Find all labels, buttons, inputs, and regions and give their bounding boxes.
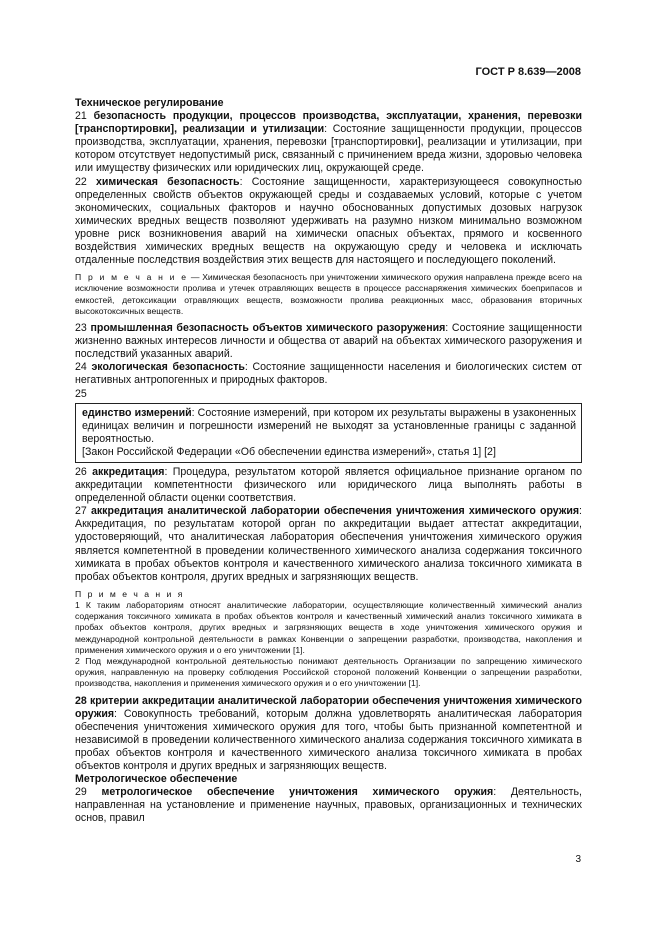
term-definition: : Совокупность требований, которым должна удовлетворять аналитическая лаборатория обеспечения уничтожения химического оружия для того, чтобы быть признанной компетентной и независимой в проведении количественного химического анализа содержания токсичного химиката в пробах объектов контроля и качественного химического анализа токсичного химиката в пробах объектов контроля и других вредных и загрязняющих веществ. [75, 707, 582, 773]
term-entry-23 [75, 322, 582, 361]
term-definition: : Состояние защищенности, характеризующееся совокупностью определенных свойств объектов окружающей среды и создаваемых условий, которые с учетом экономических, социальных факторов и научно обоснованных допустимых дозовых нагрузок химических вредных веществ позволяют удерживать на разумно низком минимально возможном уровне риск возникновения аварий на химически опасных объектах, прямого и косвенного воздействия химических вредных веществ на окружающую среду и человека и исключать отдаленные последствия воздействия этих веществ для настоящего и последующего поколений. [75, 175, 582, 267]
term-entry-21 [75, 110, 582, 175]
term-entry-26 [75, 466, 582, 505]
note-label: П р и м е ч а н и е [75, 272, 189, 283]
term-entry-28 [75, 695, 582, 774]
term-title: промышленная безопасность объектов химического разоружения [90, 322, 446, 335]
term-entry-27 [75, 505, 582, 584]
term-title: экологическая безопасность [91, 361, 245, 374]
term-source: [Закон Российской Федерации «Об обеспечении единства измерений», статья 1] [2] [82, 445, 496, 458]
term-number: 28 [75, 694, 87, 707]
term-title: единство измерений [82, 406, 192, 419]
section-heading-tech: Техническое регулирование [75, 97, 224, 109]
term-number: 24 [75, 361, 87, 374]
term-title: безопасность продукции, процессов производства, эксплуатации, хранения, перевозки [транспортировки], реализации и утилизации [75, 110, 582, 136]
term-box-25 [75, 403, 582, 463]
term-definition: : Состояние измерений, при котором их результаты выражены в узаконенных единицах величин и погрешности измерений не выходят за установленные границы с заданной вероятностью. [82, 406, 576, 445]
term-number: 29 [75, 786, 87, 799]
notes-label: П р и м е ч а н и я [75, 588, 185, 599]
term-definition: : Деятельность, направленная на установление и применение научных, правовых, организационных и технических основ, правил [75, 786, 582, 825]
term-title: метрологическое обеспечение уничтожения химического оружия [101, 786, 494, 799]
note-27-1: 1 К таким лабораториям относят аналитические лаборатории, осуществляющие количественный химический анализ содержания токсичного химиката в пробах объектов контроля и качественный химический анализ токсичного химиката в пробах объектов контроля, других вредных и загрязняющих веществ в ходе уничтожения химического оружия и международной контрольной деятельности в рамках Конвенции о запрещении разработки, производства, накопления и применения химического оружия и о его уничтожении [1]. [75, 600, 582, 655]
page-number: 3 [575, 854, 581, 865]
term-number: 22 [75, 175, 87, 188]
term-number: 23 [75, 322, 87, 335]
term-definition: : Аккредитация, по результатам которой орган по аккредитации выдает аттестат аккредитации, удостоверяющий, что аналитическая лаборатория обеспечения уничтожения химического оружия является компетентной в проведении количественного химического анализа содержания токсичного химиката в пробах объектов контроля и качественного химического анализа токсичного химиката в пробах объектов контроля, других вредных и загрязняющих веществ. [75, 505, 582, 583]
term-title: химическая безопасность [96, 175, 240, 188]
term-definition: : Состояние защищенности жизненно важных интересов личности и общества от аварий на объектах химического разоружения и последствий указанных аварий. [75, 322, 582, 361]
term-entry-24 [75, 361, 582, 387]
term-number: 21 [75, 110, 87, 123]
term-title: критерии аккредитации аналитической лаборатории обеспечения уничтожения химического оружия [75, 694, 583, 720]
term-definition: : Процедура, результатом которой является официальное признание органом по аккредитации компетентности физического или юридического лица выполнять работы в определенной области оценки соответствия. [75, 465, 582, 505]
term-definition: : Состояние защищенности населения и биологических систем от негативных антропогенных и природных факторов. [75, 361, 582, 387]
term-number: 27 [75, 505, 87, 518]
term-entry-25 [82, 407, 576, 446]
note-22 [75, 272, 582, 317]
term-title: аккредитация [92, 465, 165, 478]
section-heading-metro: Метрологическое обеспечение [75, 773, 238, 786]
term-number-25: 25 [75, 387, 87, 400]
term-entry-29 [75, 786, 582, 825]
doc-number: ГОСТ Р 8.639—2008 [475, 66, 581, 78]
note-text: — Химическая безопасность при уничтожении химического оружия направлена прежде всего на исключение возможности пролива и утечек отравляющих веществ в процессе расснаряжения химических боеприпасов и емкостей, детоксикации отравляющих веществ, возможности пролива реакционных масс, образования вторичных высокотоксичных веществ. [75, 272, 582, 316]
term-definition: : Состояние защищенности продукции, процессов производства, эксплуатации, хранения, перевозки [транспортировки], реализации и утилизации, при котором отсутствует недопустимый риск, связанный с причинением вреда жизни, здоровью человека или имуществу физических или юридических лиц, окружающей среде. [75, 123, 582, 175]
term-entry-22 [75, 176, 582, 268]
page-content [75, 97, 582, 826]
note-27-2: 2 Под международной контрольной деятельностью понимают деятельность Организации по запрещению химического оружия, направленную на проверку соблюдения Российской стороной положений Конвенции о запрещении разработки, производства, накопления и применения химического оружия и о его уничтожении [1]. [75, 656, 582, 689]
term-number: 26 [75, 465, 87, 478]
term-title: аккредитация аналитической лаборатории обеспечения уничтожения химического оружия [90, 505, 580, 518]
